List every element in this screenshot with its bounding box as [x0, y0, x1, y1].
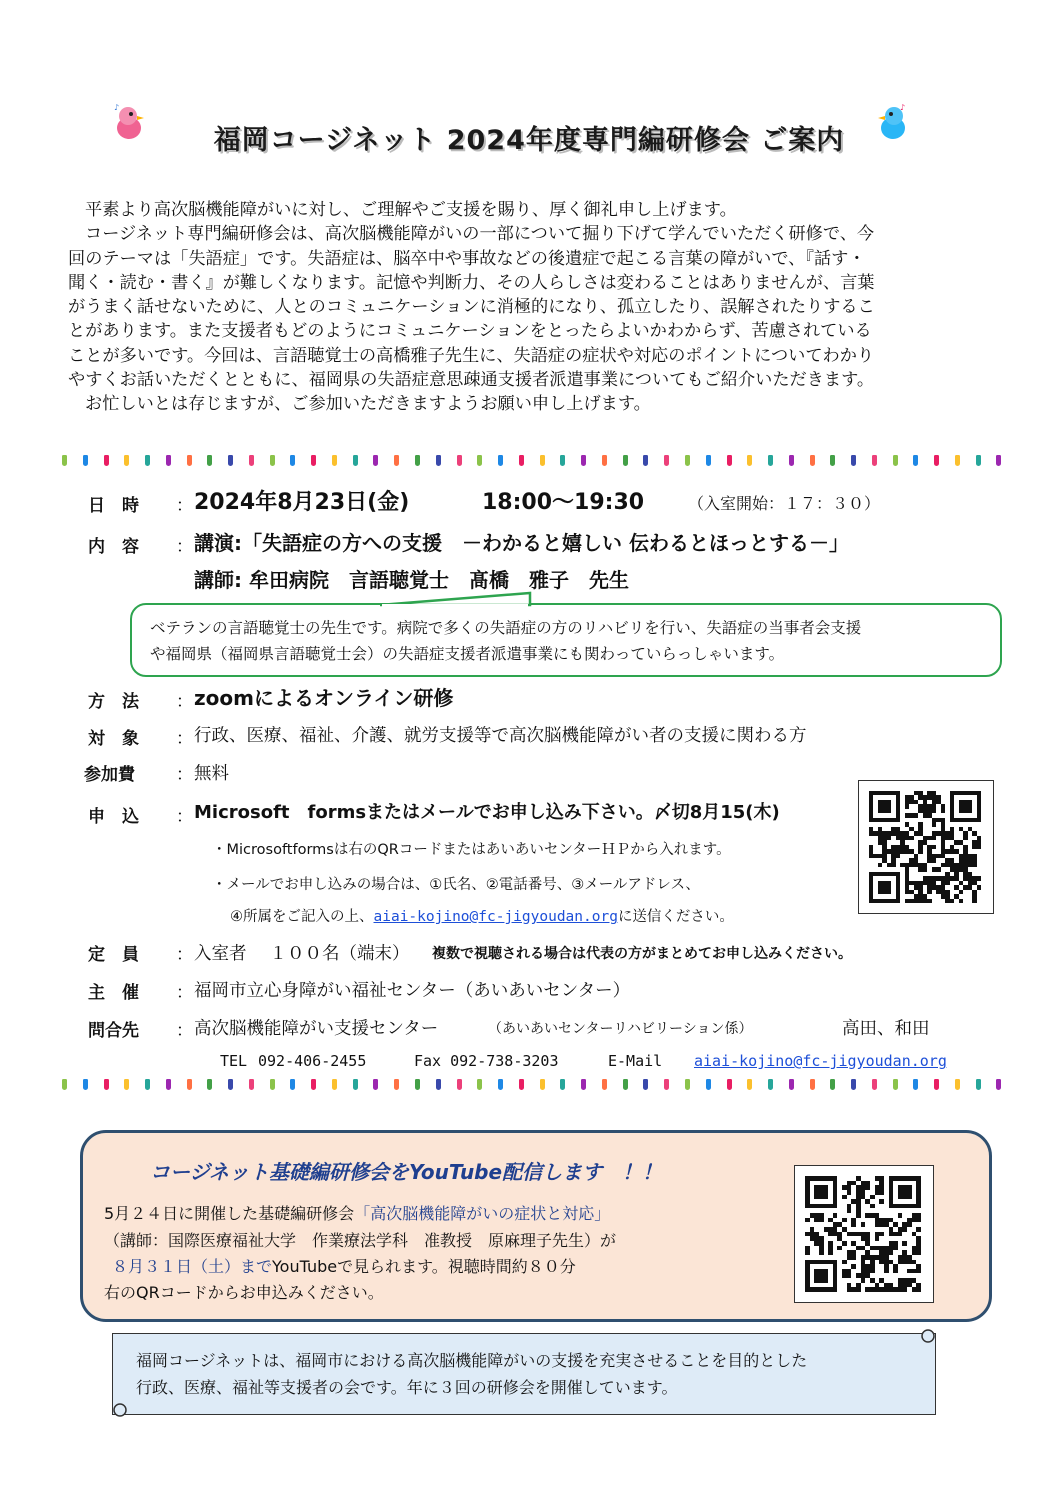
capacity-value: 入室者 １００名（端末） [194, 944, 410, 964]
dot-ornament [747, 1079, 752, 1090]
forms-qr-code[interactable] [858, 780, 994, 914]
qr-module [837, 1246, 842, 1251]
qr-module [833, 1213, 838, 1218]
qr-module [898, 1232, 903, 1237]
contact-persons: 高田、和田 [842, 1019, 930, 1039]
footer-line: 行政、医療、福祉等支援者の会です。年に３回の研修会を開催しています。 [136, 1378, 678, 1397]
qr-module [896, 854, 900, 858]
qr-module [927, 890, 931, 894]
dot-ornament [768, 1079, 773, 1090]
dot-ornament [332, 1079, 337, 1090]
intro-line: お忙しいとは存じますが、ご参加いただきますようお願い申し上げます。 [85, 394, 651, 415]
qr-module [847, 1273, 852, 1278]
target-label: 対 象 [88, 729, 139, 749]
qr-module [889, 1250, 894, 1255]
capacity-note: 複数で視聴される場合は代表の方がまとめてお申し込みください。 [432, 946, 852, 962]
dot-ornament [353, 455, 358, 466]
intro-paragraph [68, 198, 988, 417]
youtube-line [104, 1201, 610, 1224]
intro-line: がうまく話せないために、人とのコミュニケーションに消極的になり、孤立したり、誤解されたりするこ [68, 297, 875, 318]
dot-ornament [893, 455, 898, 466]
dot-ornament [872, 1079, 877, 1090]
intro-line: 回のテーマは「失語症」です。失語症は、脳卒中や事故などの後遺症で起こる言葉の障がいで、『話す・ [68, 248, 866, 269]
qr-module [932, 845, 936, 849]
dot-ornament [145, 455, 150, 466]
dot-ornament [643, 1079, 648, 1090]
course-title: 「高次脳機能障がいの症状と対応」 [354, 1204, 611, 1223]
qr-module [972, 899, 976, 903]
tel-label: TEL [220, 1052, 248, 1070]
dot-ornament [996, 1079, 1001, 1090]
dot-ornament [83, 1079, 88, 1090]
apply-note: ・Microsoftformsは右のQRコードまたはあいあいセンターＨＰから入れます。 [212, 842, 731, 858]
youtube-heading: コージネット基礎編研修会をYouTube配信します ！！ [150, 1160, 663, 1184]
contact-dept: （あいあいセンターリハビリーション係） [488, 1021, 753, 1037]
dot-ornament [498, 1079, 503, 1090]
dot-ornament [166, 455, 171, 466]
dot-ornament [830, 455, 835, 466]
apply-email-link[interactable]: aiai-kojino@fc-jigyoudan.org [373, 909, 618, 925]
dot-ornament [311, 1079, 316, 1090]
qr-module [909, 836, 913, 840]
youtube-line: 右のQRコードからお申込みください。 [104, 1283, 384, 1302]
dot-ornament [353, 1079, 358, 1090]
qr-module [902, 1227, 907, 1232]
dot-ornament [83, 455, 88, 466]
qr-module [805, 1250, 810, 1255]
dot-ornament [581, 455, 586, 466]
qr-module [870, 1269, 875, 1274]
qr-module [950, 899, 954, 903]
qr-finder [814, 1185, 828, 1199]
dot-ornament [187, 1079, 192, 1090]
dot-ornament [373, 455, 378, 466]
qr-module [905, 804, 909, 808]
capacity-label: 定 員 [88, 945, 139, 965]
fee-value: 無料 [194, 764, 229, 784]
qr-finder [878, 800, 891, 813]
contact-label: 問合先 [88, 1021, 139, 1041]
qr-module [916, 1218, 921, 1223]
qr-module [977, 885, 981, 889]
dot-ornament [727, 1079, 732, 1090]
apply-note [230, 905, 734, 926]
qr-module [977, 876, 981, 880]
qr-module [851, 1264, 856, 1269]
event-time: 18:00～19:30 [482, 490, 645, 515]
colon: ： [176, 537, 193, 557]
qr-module [851, 1255, 856, 1260]
dot-ornament [415, 455, 420, 466]
dot-ornament [270, 1079, 275, 1090]
qr-module [902, 1241, 907, 1246]
dot-ornament [373, 1079, 378, 1090]
qr-module [891, 863, 895, 867]
colon: ： [176, 807, 193, 827]
qr-module [959, 890, 963, 894]
dot-ornament [228, 455, 233, 466]
host-label: 主 催 [88, 983, 139, 1003]
fee-label: 参加費 [84, 765, 135, 785]
apply-note-text: ④所属をご記入の上、 [230, 909, 374, 925]
dot-ornament [124, 455, 129, 466]
svg-text:♪: ♪ [114, 103, 120, 112]
dot-ornament [166, 1079, 171, 1090]
contact-email-link[interactable]: aiai-kojino@fc-jigyoudan.org [694, 1052, 947, 1070]
qr-module [941, 809, 945, 813]
qr-module [856, 1287, 861, 1292]
lecturer-profile-callout [130, 603, 1002, 677]
event-date: 2024年8月23日(金) [194, 490, 410, 515]
method-label: 方 法 [88, 692, 139, 712]
colon: ： [176, 729, 193, 749]
intro-line: ことが多いです。今回は、言語聴覚士の高橋雅子先生に、失語症の症状や対応のポイントについてわかり [68, 345, 875, 366]
youtube-qr-code[interactable] [794, 1165, 934, 1303]
qr-finder [898, 1185, 912, 1199]
colon: ： [176, 692, 193, 712]
dot-ornament [519, 1079, 524, 1090]
qr-module [932, 858, 936, 862]
dot-ornament [249, 1079, 254, 1090]
callout-line: ベテランの言語聴覚士の先生です。病院で多くの失語症の方のリハビリを行い、失語症の当事者会支援 [150, 619, 862, 637]
dot-ornament [581, 1079, 586, 1090]
apply-note: ・メールでお申し込みの場合は、①氏名、②電話番号、③メールアドレス、 [212, 877, 700, 893]
dot-ornament [477, 1079, 482, 1090]
dot-ornament [560, 1079, 565, 1090]
qr-finder [959, 800, 972, 813]
qr-module [916, 1227, 921, 1232]
callout-line: や福岡県（福岡県言語聴覚士会）の失語症支援者派遣事業にも関わっていらっしゃいます。 [150, 645, 785, 663]
youtube-line [112, 1254, 576, 1277]
dot-ornament [560, 455, 565, 466]
dot-ornament [934, 455, 939, 466]
dot-ornament [727, 455, 732, 466]
dot-ornament [851, 1079, 856, 1090]
dot-ornament [457, 1079, 462, 1090]
method-value: zoomによるオンライン研修 [194, 686, 454, 710]
qr-module [893, 1246, 898, 1251]
qr-module [870, 1195, 875, 1200]
qr-module [923, 867, 927, 871]
dot-ornament [623, 1079, 628, 1090]
qr-module [879, 1190, 884, 1195]
qr-module [828, 1250, 833, 1255]
dot-ornament [706, 1079, 711, 1090]
page-title: 福岡コージネット 2024年度専門編研修会 ご案内 [213, 125, 845, 156]
dot-ornament [955, 455, 960, 466]
dot-ornament [394, 1079, 399, 1090]
dot-ornament [332, 455, 337, 466]
fax-number: Fax 092-738-3203 [414, 1052, 559, 1070]
qr-module [842, 1195, 847, 1200]
dot-ornament [290, 455, 295, 466]
qr-module [865, 1185, 870, 1190]
qr-module [898, 1213, 903, 1218]
qr-module [878, 863, 882, 867]
qr-module [936, 867, 940, 871]
decorative-divider [62, 1079, 1002, 1095]
qr-finder [814, 1269, 828, 1283]
dot-ornament [768, 455, 773, 466]
youtube-text: 5月２４日に開催した基礎編研修会 [104, 1204, 355, 1223]
dot-ornament [685, 1079, 690, 1090]
qr-module [851, 1222, 856, 1227]
qr-module [819, 1218, 824, 1223]
qr-finder [878, 881, 891, 894]
dot-ornament [602, 455, 607, 466]
dot-ornament [872, 455, 877, 466]
qr-module [893, 1269, 898, 1274]
dot-ornament [498, 455, 503, 466]
dot-ornament [623, 455, 628, 466]
qr-module [805, 1218, 810, 1223]
dot-ornament [145, 1079, 150, 1090]
dot-ornament [228, 1079, 233, 1090]
qr-module [914, 813, 918, 817]
dot-ornament [477, 455, 482, 466]
callout-tail [380, 588, 540, 608]
qr-module [972, 863, 976, 867]
qr-module [932, 822, 936, 826]
dot-ornament [830, 1079, 835, 1090]
dot-ornament [540, 1079, 545, 1090]
qr-module [977, 845, 981, 849]
colon: ： [176, 496, 193, 516]
qr-module [916, 1250, 921, 1255]
lecture-title: 講演:「失語症の方への支援 －わかると嬉しい 伝わるとほっとする－」 [194, 531, 849, 555]
colon: ： [176, 945, 193, 965]
dot-ornament [415, 1079, 420, 1090]
dot-ornament [290, 1079, 295, 1090]
dot-ornament [789, 455, 794, 466]
dot-ornament [996, 455, 1001, 466]
apply-method: Microsoft formsまたはメールでお申し込み下さい。〆切8月15(木) [194, 802, 780, 823]
dot-ornament [643, 455, 648, 466]
dot-ornament [436, 1079, 441, 1090]
intro-line: とがあります。また支援者もどのようにコミュニケーションをとったらよいかわからず、苦慮されている [68, 321, 872, 342]
intro-line: コージネット専門編研修会は、高次脳機能障がいの一部について掘り下げて学んでいただく研修で、今 [85, 224, 875, 245]
content-label: 内 容 [88, 537, 139, 557]
qr-module [907, 1222, 912, 1227]
qr-module [861, 1222, 866, 1227]
dot-ornament [913, 1079, 918, 1090]
dot-ornament [62, 1079, 67, 1090]
dot-ornament [810, 1079, 815, 1090]
footer-line: 福岡コージネットは、福岡市における高次脳機能障がいの支援を充実させることを目的とした [136, 1351, 808, 1370]
qr-module [842, 1241, 847, 1246]
dot-ornament [747, 455, 752, 466]
dot-ornament [913, 455, 918, 466]
dot-ornament [893, 1079, 898, 1090]
dot-ornament [187, 455, 192, 466]
dot-ornament [976, 1079, 981, 1090]
apply-note-text: に送信ください。 [617, 909, 734, 925]
intro-line: やすくお話いただくとともに、福岡県の失語症意思疎通支援者派遣事業についてもご紹介いただきます。 [68, 370, 875, 391]
qr-module [902, 1287, 907, 1292]
qr-module [963, 836, 967, 840]
target-value: 行政、医療、福祉、介護、就労支援等で高次脳機能障がい者の支援に関わる方 [194, 726, 807, 746]
dot-ornament [457, 455, 462, 466]
dot-ornament [664, 455, 669, 466]
qr-module [932, 809, 936, 813]
svg-text:♪: ♪ [900, 103, 906, 112]
qr-module [887, 836, 891, 840]
qr-module [819, 1250, 824, 1255]
qr-module [927, 899, 931, 903]
qr-module [884, 1269, 889, 1274]
qr-module [842, 1260, 847, 1265]
qr-module [916, 1269, 921, 1274]
dot-ornament [955, 1079, 960, 1090]
intro-line: 平素より高次脳機能障がいに対し、ご理解やご支援を賜り、厚く御礼申し上げます。 [85, 200, 737, 220]
dot-ornament [124, 1079, 129, 1090]
dot-ornament [851, 455, 856, 466]
qr-module [879, 1232, 884, 1237]
decorative-divider [62, 455, 1002, 471]
youtube-text: YouTubeで見られます。視聴時間約８０分 [272, 1257, 576, 1276]
date-label: 日 時 [88, 496, 139, 516]
qr-module [842, 1218, 847, 1223]
qr-module [870, 1204, 875, 1209]
dot-ornament [207, 1079, 212, 1090]
entry-start: （入室開始：１７：３０） [688, 494, 881, 513]
youtube-deadline: ８月３１日（土）まで [112, 1257, 273, 1276]
dot-ornament [270, 455, 275, 466]
dot-ornament [540, 455, 545, 466]
tel-number: 092-406-2455 [258, 1052, 367, 1070]
qr-module [847, 1190, 852, 1195]
contact-org: 高次脳機能障がい支援センター [194, 1019, 439, 1039]
qr-module [918, 849, 922, 853]
dot-ornament [519, 455, 524, 466]
dot-ornament [602, 1079, 607, 1090]
dot-ornament [685, 455, 690, 466]
qr-module [856, 1213, 861, 1218]
colon: ： [176, 1021, 193, 1041]
qr-module [847, 1208, 852, 1213]
dot-ornament [207, 455, 212, 466]
dot-ornament [62, 455, 67, 466]
dot-ornament [976, 455, 981, 466]
apply-label: 申 込 [88, 807, 139, 827]
colon: ： [176, 765, 193, 785]
intro-line: 聞く・読む・書く』が難しくなります。記憶や判断力、その人らしさは変わることはありませんが、言葉 [68, 272, 875, 293]
dot-ornament [436, 455, 441, 466]
dot-ornament [311, 455, 316, 466]
dot-ornament [789, 1079, 794, 1090]
dot-ornament [706, 455, 711, 466]
dot-ornament [249, 455, 254, 466]
qr-module [932, 836, 936, 840]
qr-module [875, 1236, 880, 1241]
email-label: E-Mail [608, 1052, 663, 1070]
qr-module [959, 899, 963, 903]
host-value: 福岡市立心身障がい福祉センター（あいあいセンター） [194, 981, 631, 1001]
dot-ornament [394, 455, 399, 466]
dot-ornament [664, 1079, 669, 1090]
qr-module [945, 881, 949, 885]
colon: ： [176, 983, 193, 1003]
dot-ornament [104, 1079, 109, 1090]
qr-module [916, 1287, 921, 1292]
qr-module [879, 1199, 884, 1204]
lecturer: 講師: 牟田病院 言語聴覚士 髙橋 雅子 先生 [194, 568, 629, 592]
dot-ornament [810, 455, 815, 466]
dot-ornament [104, 455, 109, 466]
youtube-line: （講師：国際医療福祉大学 作業療法学科 准教授 原麻理子先生）が [104, 1231, 617, 1250]
qr-module [861, 1278, 866, 1283]
dot-ornament [934, 1079, 939, 1090]
scroll-curl-decoration [108, 1326, 942, 1421]
